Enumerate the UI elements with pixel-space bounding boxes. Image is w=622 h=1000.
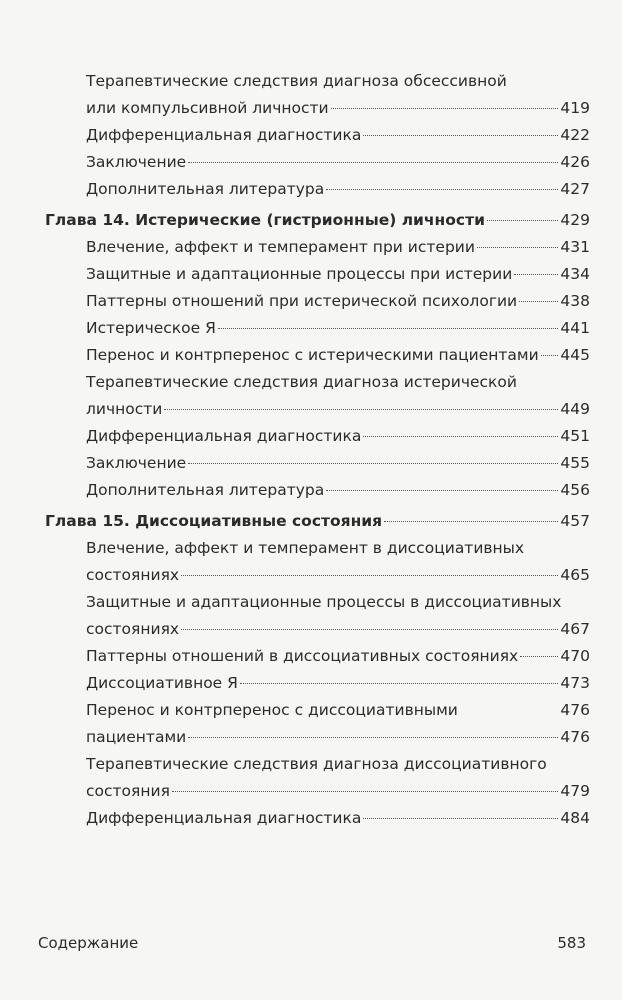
toc-section-entry bbox=[86, 234, 590, 261]
toc-entry-title: Влечение, аффект и темперамент при истерии bbox=[86, 238, 475, 256]
dot-leader bbox=[181, 574, 558, 576]
dot-leader bbox=[331, 107, 559, 109]
toc-page-number: 456 bbox=[560, 481, 590, 499]
toc-page-number: 457 bbox=[560, 512, 590, 530]
toc-entry-title: Дополнительная литература bbox=[86, 180, 325, 198]
toc-section-entry bbox=[86, 805, 590, 832]
toc-entry-title: Паттерны отношений при истерической психологии bbox=[86, 292, 518, 310]
toc-entry-title: Паттерны отношений в диссоциативных состояниях bbox=[86, 647, 519, 665]
toc-page-number: 441 bbox=[560, 319, 590, 337]
toc-section-entry bbox=[86, 342, 590, 369]
toc-page-number: 438 bbox=[560, 292, 590, 310]
toc-page-number: 449 bbox=[560, 400, 590, 418]
toc-entry-title: Дифференциальная диагностика bbox=[86, 809, 362, 827]
toc-entry-title-line1: Защитные и адаптационные процессы в диссоциативных bbox=[86, 593, 562, 611]
toc-entry-title: состояниях bbox=[86, 566, 180, 584]
toc-chapter-entry bbox=[45, 207, 590, 234]
toc-section-entry bbox=[86, 477, 590, 504]
toc-section-entry bbox=[86, 149, 590, 176]
dot-leader bbox=[363, 134, 558, 136]
toc-entry-title: Диссоциативное Я bbox=[86, 674, 238, 692]
toc-page-number: 455 bbox=[560, 454, 590, 472]
toc-section-entry bbox=[86, 369, 590, 423]
dot-leader bbox=[487, 219, 558, 221]
toc-entry-line bbox=[86, 670, 590, 697]
toc-section-entry bbox=[86, 176, 590, 203]
toc-entry-title: личности bbox=[86, 400, 163, 418]
toc-section-entry bbox=[86, 450, 590, 477]
toc-section-entry bbox=[86, 589, 590, 643]
toc-entry-line bbox=[86, 805, 590, 832]
toc-entry-line bbox=[86, 616, 590, 643]
toc-entry-line bbox=[86, 643, 590, 670]
toc-section-entry bbox=[86, 68, 590, 122]
toc-entry-line bbox=[86, 149, 590, 176]
toc-entry-title: Истерическое Я bbox=[86, 319, 216, 337]
toc-chapter-entry bbox=[45, 508, 590, 535]
toc-entry-title-line1: Влечение, аффект и темперамент в диссоциативных bbox=[86, 539, 525, 557]
toc-section-entry bbox=[86, 261, 590, 288]
dot-leader bbox=[519, 300, 558, 302]
toc-page-number: 451 bbox=[560, 427, 590, 445]
toc-entry-line bbox=[86, 176, 590, 203]
toc-page-number: 476 bbox=[560, 728, 590, 746]
toc-entry-title: Глава 14. Истерические (гистрионные) личности bbox=[45, 211, 485, 229]
toc-entry-line bbox=[86, 562, 590, 589]
toc-entry-title: Заключение bbox=[86, 153, 187, 171]
toc-section-entry bbox=[86, 288, 590, 315]
table-of-contents bbox=[45, 68, 590, 832]
toc-section-entry bbox=[86, 697, 590, 751]
dot-leader bbox=[188, 462, 558, 464]
running-footer-section: Содержание bbox=[38, 934, 139, 952]
toc-entry-title: Глава 15. Диссоциативные состояния bbox=[45, 512, 383, 530]
toc-entry-line bbox=[86, 122, 590, 149]
toc-entry-line bbox=[86, 724, 590, 751]
toc-entry-line bbox=[86, 396, 590, 423]
toc-entry-title: состояния bbox=[86, 782, 170, 800]
dot-leader bbox=[477, 246, 558, 248]
toc-entry-line bbox=[86, 450, 590, 477]
toc-entry-line bbox=[45, 207, 590, 234]
dot-leader bbox=[218, 327, 559, 329]
toc-page-number: 470 bbox=[560, 647, 590, 665]
dot-leader bbox=[188, 161, 558, 163]
dot-leader bbox=[240, 682, 558, 684]
toc-entry-line bbox=[86, 697, 590, 724]
dot-leader bbox=[520, 655, 558, 657]
toc-page-number: 426 bbox=[560, 153, 590, 171]
toc-entry-title: состояниях bbox=[86, 620, 180, 638]
toc-section-entry bbox=[86, 670, 590, 697]
page-number: 583 bbox=[557, 934, 586, 952]
dot-leader bbox=[326, 489, 558, 491]
toc-entry-title-line1: Перенос и контрперенос с диссоциативными bbox=[86, 701, 458, 719]
toc-entry-line bbox=[86, 342, 590, 369]
dot-leader bbox=[172, 790, 559, 792]
toc-page-number: 431 bbox=[560, 238, 590, 256]
toc-section-entry bbox=[86, 315, 590, 342]
dot-leader bbox=[188, 736, 558, 738]
toc-entry-title: Заключение bbox=[86, 454, 187, 472]
toc-entry-line bbox=[86, 477, 590, 504]
toc-page-number: 434 bbox=[560, 265, 590, 283]
toc-page-number: 476 bbox=[560, 701, 590, 719]
toc-entry-title: или компульсивной личности bbox=[86, 99, 329, 117]
toc-page-number: 479 bbox=[560, 782, 590, 800]
toc-entry-title-line1: Терапевтические следствия диагноза истерической bbox=[86, 373, 517, 391]
toc-section-entry bbox=[86, 423, 590, 450]
toc-page-number: 429 bbox=[560, 211, 590, 229]
toc-entry-line bbox=[45, 508, 590, 535]
toc-entry-line bbox=[86, 234, 590, 261]
toc-entry-line bbox=[86, 778, 590, 805]
toc-page-number: 465 bbox=[560, 566, 590, 584]
dot-leader bbox=[181, 628, 558, 630]
toc-entry-line bbox=[86, 423, 590, 450]
toc-page-number: 445 bbox=[560, 346, 590, 364]
toc-entry-title: Перенос и контрперенос с истерическими пациентами bbox=[86, 346, 539, 364]
dot-leader bbox=[326, 188, 558, 190]
toc-page-number: 473 bbox=[560, 674, 590, 692]
toc-entry-title: Дифференциальная диагностика bbox=[86, 126, 362, 144]
toc-entry-line bbox=[86, 288, 590, 315]
dot-leader bbox=[363, 435, 558, 437]
dot-leader bbox=[384, 520, 558, 522]
toc-entry-line bbox=[86, 261, 590, 288]
toc-section-entry bbox=[86, 535, 590, 589]
toc-page-number: 419 bbox=[560, 99, 590, 117]
toc-entry-title: Защитные и адаптационные процессы при истерии bbox=[86, 265, 513, 283]
dot-leader bbox=[514, 273, 558, 275]
toc-entry-title: Дифференциальная диагностика bbox=[86, 427, 362, 445]
toc-page-number: 484 bbox=[560, 809, 590, 827]
dot-leader bbox=[164, 408, 558, 410]
toc-entry-title-line1: Терапевтические следствия диагноза обсессивной bbox=[86, 72, 507, 90]
toc-entry-title: Дополнительная литература bbox=[86, 481, 325, 499]
toc-page-number: 427 bbox=[560, 180, 590, 198]
toc-page-number: 467 bbox=[560, 620, 590, 638]
dot-leader bbox=[541, 354, 559, 356]
toc-page-number: 422 bbox=[560, 126, 590, 144]
toc-section-entry bbox=[86, 751, 590, 805]
toc-entry-line bbox=[86, 315, 590, 342]
toc-section-entry bbox=[86, 122, 590, 149]
toc-entry-line bbox=[86, 95, 590, 122]
dot-leader bbox=[363, 817, 558, 819]
toc-entry-title-line1: Терапевтические следствия диагноза диссоциативного bbox=[86, 755, 547, 773]
toc-section-entry bbox=[86, 643, 590, 670]
toc-entry-title: пациентами bbox=[86, 728, 187, 746]
